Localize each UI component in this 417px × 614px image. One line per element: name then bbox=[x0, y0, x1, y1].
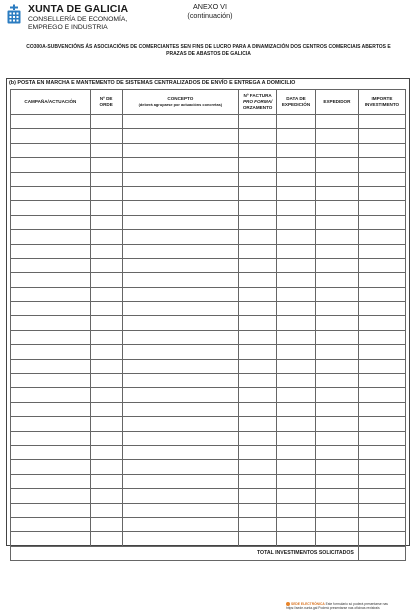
cell-amount[interactable] bbox=[358, 287, 405, 301]
cell-amount[interactable] bbox=[358, 374, 405, 388]
cell-campaign[interactable] bbox=[11, 201, 91, 215]
cell-invoice[interactable] bbox=[239, 374, 277, 388]
cell-campaign[interactable] bbox=[11, 215, 91, 229]
cell-order-number[interactable] bbox=[90, 201, 122, 215]
column-header-amount-line-1: IMPORTE bbox=[371, 96, 393, 102]
cell-amount[interactable] bbox=[358, 388, 405, 402]
cell-amount[interactable] bbox=[358, 532, 405, 546]
cell-issue-date[interactable] bbox=[277, 460, 316, 474]
column-header-campaign-label: CAMPAÑA/ACTUACIÓN bbox=[24, 99, 77, 105]
cell-amount[interactable] bbox=[358, 474, 405, 488]
cell-campaign[interactable] bbox=[11, 445, 91, 459]
cell-order-number[interactable] bbox=[90, 302, 122, 316]
table-row bbox=[11, 158, 406, 172]
cell-issue-date[interactable] bbox=[277, 186, 316, 200]
cell-issue-date[interactable] bbox=[277, 330, 316, 344]
cell-issue-date[interactable] bbox=[277, 431, 316, 445]
cell-invoice[interactable] bbox=[239, 273, 277, 287]
cell-campaign[interactable] bbox=[11, 431, 91, 445]
cell-order-number[interactable] bbox=[90, 517, 122, 531]
document-title-line-1: CO300A-SUBVENCIÓNS ÁS ASOCIACIÓNS DE COMERCIANTES SEN FINS DE LUCRO PARA A DINAMIZACIÓN DOS CENTROS COMERCIAIS ABERTOS E bbox=[26, 44, 391, 50]
cell-order-number[interactable] bbox=[90, 445, 122, 459]
cell-order-number[interactable] bbox=[90, 489, 122, 503]
table-row bbox=[11, 517, 406, 531]
cell-campaign[interactable] bbox=[11, 115, 91, 129]
total-amount-cell[interactable] bbox=[358, 546, 405, 560]
table-row bbox=[11, 302, 406, 316]
cell-issue-date[interactable] bbox=[277, 143, 316, 157]
table-row bbox=[11, 489, 406, 503]
table-row bbox=[11, 273, 406, 287]
cell-amount[interactable] bbox=[358, 143, 405, 157]
cell-concept[interactable] bbox=[122, 244, 239, 258]
cell-issuer[interactable] bbox=[315, 489, 358, 503]
cell-issuer[interactable] bbox=[315, 445, 358, 459]
table-row bbox=[11, 402, 406, 416]
column-header-invoice bbox=[239, 90, 277, 115]
cell-concept[interactable] bbox=[122, 402, 239, 416]
cell-concept[interactable] bbox=[122, 388, 239, 402]
cell-campaign[interactable] bbox=[11, 302, 91, 316]
cell-order-number[interactable] bbox=[90, 287, 122, 301]
column-header-order-line-1: Nº DE bbox=[99, 96, 113, 102]
section-title: (b) POSTA EN MARCHA E MANTEMENTO DE SISTEMAS CENTRALIZADOS DE ENVÍO E ENTREGA A DOMICILIO bbox=[9, 80, 296, 86]
cell-issuer[interactable] bbox=[315, 460, 358, 474]
cell-invoice[interactable] bbox=[239, 316, 277, 330]
cell-campaign[interactable] bbox=[11, 287, 91, 301]
xunta-galicia-logo-icon bbox=[5, 4, 23, 26]
cell-amount[interactable] bbox=[358, 345, 405, 359]
cell-order-number[interactable] bbox=[90, 172, 122, 186]
cell-order-number[interactable] bbox=[90, 345, 122, 359]
column-header-date-line-2: EXPEDICIÓN bbox=[281, 102, 311, 107]
cell-issue-date[interactable] bbox=[277, 244, 316, 258]
cell-issuer[interactable] bbox=[315, 244, 358, 258]
cell-concept[interactable] bbox=[122, 258, 239, 272]
cell-order-number[interactable] bbox=[90, 359, 122, 373]
footer-sede-label: SEDE ELECTRÓNICA bbox=[291, 602, 325, 606]
cell-order-number[interactable] bbox=[90, 431, 122, 445]
cell-concept[interactable] bbox=[122, 417, 239, 431]
footer-line-1: Este formulario só poderá presentarse nas bbox=[325, 602, 388, 606]
table-row bbox=[11, 359, 406, 373]
cell-order-number[interactable] bbox=[90, 129, 122, 143]
cell-invoice[interactable] bbox=[239, 244, 277, 258]
cell-amount[interactable] bbox=[358, 273, 405, 287]
cell-issue-date[interactable] bbox=[277, 374, 316, 388]
cell-order-number[interactable] bbox=[90, 115, 122, 129]
cell-concept[interactable] bbox=[122, 503, 239, 517]
cell-amount[interactable] bbox=[358, 417, 405, 431]
table-row bbox=[11, 330, 406, 344]
cell-amount[interactable] bbox=[358, 460, 405, 474]
department-line-2: EMPREGO E INDUSTRIA bbox=[28, 24, 108, 32]
cell-issuer[interactable] bbox=[315, 302, 358, 316]
cell-concept[interactable] bbox=[122, 431, 239, 445]
document-title bbox=[10, 44, 407, 58]
cell-issue-date[interactable] bbox=[277, 302, 316, 316]
cell-issuer[interactable] bbox=[315, 316, 358, 330]
cell-invoice[interactable] bbox=[239, 445, 277, 459]
cell-concept[interactable] bbox=[122, 129, 239, 143]
annex-heading bbox=[150, 3, 270, 20]
cell-amount[interactable] bbox=[358, 402, 405, 416]
cell-invoice[interactable] bbox=[239, 345, 277, 359]
cell-issue-date[interactable] bbox=[277, 129, 316, 143]
cell-invoice[interactable] bbox=[239, 330, 277, 344]
table-row bbox=[11, 474, 406, 488]
cell-amount[interactable] bbox=[358, 258, 405, 272]
cell-issuer[interactable] bbox=[315, 215, 358, 229]
cell-concept[interactable] bbox=[122, 230, 239, 244]
cell-order-number[interactable] bbox=[90, 230, 122, 244]
cell-concept[interactable] bbox=[122, 273, 239, 287]
cell-campaign[interactable] bbox=[11, 388, 91, 402]
table-row bbox=[11, 258, 406, 272]
cell-issue-date[interactable] bbox=[277, 503, 316, 517]
cell-order-number[interactable] bbox=[90, 474, 122, 488]
cell-issue-date[interactable] bbox=[277, 230, 316, 244]
cell-invoice[interactable] bbox=[239, 215, 277, 229]
cell-issue-date[interactable] bbox=[277, 273, 316, 287]
department-line-1: CONSELLERÍA DE ECONOMÍA, bbox=[28, 16, 128, 23]
cell-concept[interactable] bbox=[122, 215, 239, 229]
table-row bbox=[11, 115, 406, 129]
cell-campaign[interactable] bbox=[11, 417, 91, 431]
cell-amount[interactable] bbox=[358, 359, 405, 373]
cell-invoice[interactable] bbox=[239, 287, 277, 301]
cell-concept[interactable] bbox=[122, 517, 239, 531]
cell-campaign[interactable] bbox=[11, 273, 91, 287]
cell-issue-date[interactable] bbox=[277, 517, 316, 531]
cell-order-number[interactable] bbox=[90, 244, 122, 258]
cell-campaign[interactable] bbox=[11, 503, 91, 517]
cell-concept[interactable] bbox=[122, 445, 239, 459]
cell-campaign[interactable] bbox=[11, 172, 91, 186]
cell-concept[interactable] bbox=[122, 489, 239, 503]
cell-issuer[interactable] bbox=[315, 374, 358, 388]
cell-issuer[interactable] bbox=[315, 517, 358, 531]
cell-issue-date[interactable] bbox=[277, 215, 316, 229]
cell-campaign[interactable] bbox=[11, 230, 91, 244]
cell-concept[interactable] bbox=[122, 316, 239, 330]
cell-invoice[interactable] bbox=[239, 503, 277, 517]
cell-issuer[interactable] bbox=[315, 532, 358, 546]
column-header-order-number bbox=[90, 90, 122, 115]
cell-concept[interactable] bbox=[122, 474, 239, 488]
footer-note bbox=[286, 602, 414, 611]
total-row bbox=[11, 546, 406, 560]
cell-issuer[interactable] bbox=[315, 474, 358, 488]
cell-invoice[interactable] bbox=[239, 402, 277, 416]
cell-invoice[interactable] bbox=[239, 230, 277, 244]
cell-order-number[interactable] bbox=[90, 388, 122, 402]
table-row bbox=[11, 345, 406, 359]
cell-issue-date[interactable] bbox=[277, 258, 316, 272]
cell-amount[interactable] bbox=[358, 172, 405, 186]
cell-issuer[interactable] bbox=[315, 273, 358, 287]
cell-amount[interactable] bbox=[358, 445, 405, 459]
cell-issuer[interactable] bbox=[315, 431, 358, 445]
cell-invoice[interactable] bbox=[239, 359, 277, 373]
cell-issue-date[interactable] bbox=[277, 172, 316, 186]
cell-issuer[interactable] bbox=[315, 388, 358, 402]
cell-invoice[interactable] bbox=[239, 201, 277, 215]
cell-issuer[interactable] bbox=[315, 186, 358, 200]
cell-order-number[interactable] bbox=[90, 143, 122, 157]
cell-concept[interactable] bbox=[122, 172, 239, 186]
annex-subtitle: (continuación) bbox=[187, 10, 233, 20]
cell-amount[interactable] bbox=[358, 330, 405, 344]
cell-order-number[interactable] bbox=[90, 258, 122, 272]
cell-concept[interactable] bbox=[122, 330, 239, 344]
cell-invoice[interactable] bbox=[239, 388, 277, 402]
table-row bbox=[11, 445, 406, 459]
cell-issuer[interactable] bbox=[315, 345, 358, 359]
document-title-line-2: PRAZAS DE ABASTOS DE GALICIA bbox=[166, 51, 251, 58]
table-row bbox=[11, 287, 406, 301]
cell-campaign[interactable] bbox=[11, 158, 91, 172]
cell-invoice[interactable] bbox=[239, 258, 277, 272]
cell-issuer[interactable] bbox=[315, 330, 358, 344]
table-row bbox=[11, 186, 406, 200]
cell-order-number[interactable] bbox=[90, 215, 122, 229]
cell-issuer[interactable] bbox=[315, 258, 358, 272]
cell-campaign[interactable] bbox=[11, 345, 91, 359]
column-header-concept-label: CONCEPTO bbox=[167, 96, 194, 102]
cell-issue-date[interactable] bbox=[277, 445, 316, 459]
cell-concept[interactable] bbox=[122, 186, 239, 200]
cell-order-number[interactable] bbox=[90, 402, 122, 416]
table-row bbox=[11, 129, 406, 143]
table-row bbox=[11, 460, 406, 474]
cell-campaign[interactable] bbox=[11, 359, 91, 373]
cell-amount[interactable] bbox=[358, 302, 405, 316]
cell-issue-date[interactable] bbox=[277, 417, 316, 431]
cell-campaign[interactable] bbox=[11, 244, 91, 258]
column-header-invoice-line-3: ORZAMENTO bbox=[242, 104, 273, 110]
cell-amount[interactable] bbox=[358, 215, 405, 229]
cell-amount[interactable] bbox=[358, 186, 405, 200]
cell-campaign[interactable] bbox=[11, 402, 91, 416]
cell-concept[interactable] bbox=[122, 359, 239, 373]
cell-amount[interactable] bbox=[358, 503, 405, 517]
cell-campaign[interactable] bbox=[11, 258, 91, 272]
cell-issuer[interactable] bbox=[315, 143, 358, 157]
column-header-campaign bbox=[11, 90, 91, 115]
cell-campaign[interactable] bbox=[11, 186, 91, 200]
cell-order-number[interactable] bbox=[90, 374, 122, 388]
cell-concept[interactable] bbox=[122, 158, 239, 172]
cell-amount[interactable] bbox=[358, 230, 405, 244]
cell-invoice[interactable] bbox=[239, 172, 277, 186]
cell-campaign[interactable] bbox=[11, 129, 91, 143]
cell-invoice[interactable] bbox=[239, 302, 277, 316]
cell-invoice[interactable] bbox=[239, 115, 277, 129]
cell-issuer[interactable] bbox=[315, 129, 358, 143]
cell-order-number[interactable] bbox=[90, 316, 122, 330]
column-header-issue-date bbox=[277, 90, 316, 115]
cell-issuer[interactable] bbox=[315, 201, 358, 215]
cell-order-number[interactable] bbox=[90, 503, 122, 517]
cell-issue-date[interactable] bbox=[277, 345, 316, 359]
column-header-amount-line-2: INVESTIMENTO bbox=[364, 102, 400, 107]
cell-concept[interactable] bbox=[122, 143, 239, 157]
column-header-issuer bbox=[315, 90, 358, 115]
cell-issuer[interactable] bbox=[315, 402, 358, 416]
department-name bbox=[28, 16, 158, 32]
cell-issue-date[interactable] bbox=[277, 158, 316, 172]
footer-line-2: https://sede.xunta.gal Poderá presentarse nas oficinas rexistrais bbox=[286, 606, 380, 611]
table-row bbox=[11, 244, 406, 258]
cell-concept[interactable] bbox=[122, 374, 239, 388]
column-header-order-line-2: ORDE bbox=[99, 102, 113, 107]
cell-issue-date[interactable] bbox=[277, 359, 316, 373]
cell-issue-date[interactable] bbox=[277, 474, 316, 488]
cell-invoice[interactable] bbox=[239, 417, 277, 431]
cell-amount[interactable] bbox=[358, 431, 405, 445]
cell-order-number[interactable] bbox=[90, 273, 122, 287]
cell-concept[interactable] bbox=[122, 345, 239, 359]
table-row bbox=[11, 417, 406, 431]
table-header-row bbox=[11, 90, 406, 115]
cell-concept[interactable] bbox=[122, 287, 239, 301]
cell-amount[interactable] bbox=[358, 489, 405, 503]
table-row bbox=[11, 215, 406, 229]
column-header-invoice-line-1: Nº FACTURA bbox=[243, 93, 272, 99]
cell-issuer[interactable] bbox=[315, 172, 358, 186]
table-row bbox=[11, 230, 406, 244]
cell-order-number[interactable] bbox=[90, 417, 122, 431]
cell-invoice[interactable] bbox=[239, 517, 277, 531]
table-row bbox=[11, 503, 406, 517]
cell-issuer[interactable] bbox=[315, 417, 358, 431]
cell-campaign[interactable] bbox=[11, 143, 91, 157]
column-header-issuer-label: EXPEDIDOR bbox=[323, 99, 351, 105]
column-header-concept-note: (deberá agruparse por actuacións concretas) bbox=[138, 102, 223, 107]
cell-campaign[interactable] bbox=[11, 517, 91, 531]
cell-invoice[interactable] bbox=[239, 489, 277, 503]
cell-concept[interactable] bbox=[122, 460, 239, 474]
cell-campaign[interactable] bbox=[11, 489, 91, 503]
cell-campaign[interactable] bbox=[11, 374, 91, 388]
cell-invoice[interactable] bbox=[239, 532, 277, 546]
table-row bbox=[11, 374, 406, 388]
cell-amount[interactable] bbox=[358, 517, 405, 531]
cell-issuer[interactable] bbox=[315, 359, 358, 373]
cell-amount[interactable] bbox=[358, 316, 405, 330]
table-row bbox=[11, 143, 406, 157]
cell-amount[interactable] bbox=[358, 129, 405, 143]
cell-issue-date[interactable] bbox=[277, 115, 316, 129]
table-row bbox=[11, 431, 406, 445]
cell-issue-date[interactable] bbox=[277, 388, 316, 402]
table-row bbox=[11, 388, 406, 402]
column-header-amount bbox=[358, 90, 405, 115]
table-row bbox=[11, 316, 406, 330]
cell-issue-date[interactable] bbox=[277, 201, 316, 215]
cell-issue-date[interactable] bbox=[277, 316, 316, 330]
column-header-invoice-line-2: PRO FORMA/ bbox=[242, 99, 273, 105]
cell-campaign[interactable] bbox=[11, 460, 91, 474]
cell-campaign[interactable] bbox=[11, 330, 91, 344]
brand-name: XUNTA DE GALICIA bbox=[28, 3, 129, 15]
cell-issuer[interactable] bbox=[315, 158, 358, 172]
cell-invoice[interactable] bbox=[239, 129, 277, 143]
cell-invoice[interactable] bbox=[239, 186, 277, 200]
cell-amount[interactable] bbox=[358, 201, 405, 215]
investment-table bbox=[10, 89, 406, 561]
cell-issuer[interactable] bbox=[315, 230, 358, 244]
cell-invoice[interactable] bbox=[239, 158, 277, 172]
cell-order-number[interactable] bbox=[90, 460, 122, 474]
cell-order-number[interactable] bbox=[90, 186, 122, 200]
cell-invoice[interactable] bbox=[239, 431, 277, 445]
cell-concept[interactable] bbox=[122, 532, 239, 546]
annex-title: ANEXO VI bbox=[193, 2, 227, 11]
cell-campaign[interactable] bbox=[11, 474, 91, 488]
cell-issuer[interactable] bbox=[315, 503, 358, 517]
cell-concept[interactable] bbox=[122, 201, 239, 215]
cell-issue-date[interactable] bbox=[277, 532, 316, 546]
cell-invoice[interactable] bbox=[239, 143, 277, 157]
cell-amount[interactable] bbox=[358, 244, 405, 258]
column-header-concept bbox=[122, 90, 239, 115]
cell-order-number[interactable] bbox=[90, 158, 122, 172]
cell-concept[interactable] bbox=[122, 115, 239, 129]
cell-issuer[interactable] bbox=[315, 115, 358, 129]
cell-amount[interactable] bbox=[358, 115, 405, 129]
cell-issue-date[interactable] bbox=[277, 489, 316, 503]
cell-issue-date[interactable] bbox=[277, 402, 316, 416]
cell-campaign[interactable] bbox=[11, 532, 91, 546]
cell-campaign[interactable] bbox=[11, 316, 91, 330]
table-body bbox=[11, 115, 406, 547]
cell-order-number[interactable] bbox=[90, 532, 122, 546]
cell-concept[interactable] bbox=[122, 302, 239, 316]
cell-issue-date[interactable] bbox=[277, 287, 316, 301]
column-header-date-line-1: DATA DE bbox=[286, 96, 306, 102]
table-row bbox=[11, 201, 406, 215]
table-row bbox=[11, 532, 406, 546]
total-label: TOTAL INVESTIMENTOS SOLICITADOS bbox=[11, 546, 359, 560]
cell-issuer[interactable] bbox=[315, 287, 358, 301]
cell-invoice[interactable] bbox=[239, 474, 277, 488]
table-row bbox=[11, 172, 406, 186]
cell-invoice[interactable] bbox=[239, 460, 277, 474]
cell-amount[interactable] bbox=[358, 158, 405, 172]
cell-order-number[interactable] bbox=[90, 330, 122, 344]
